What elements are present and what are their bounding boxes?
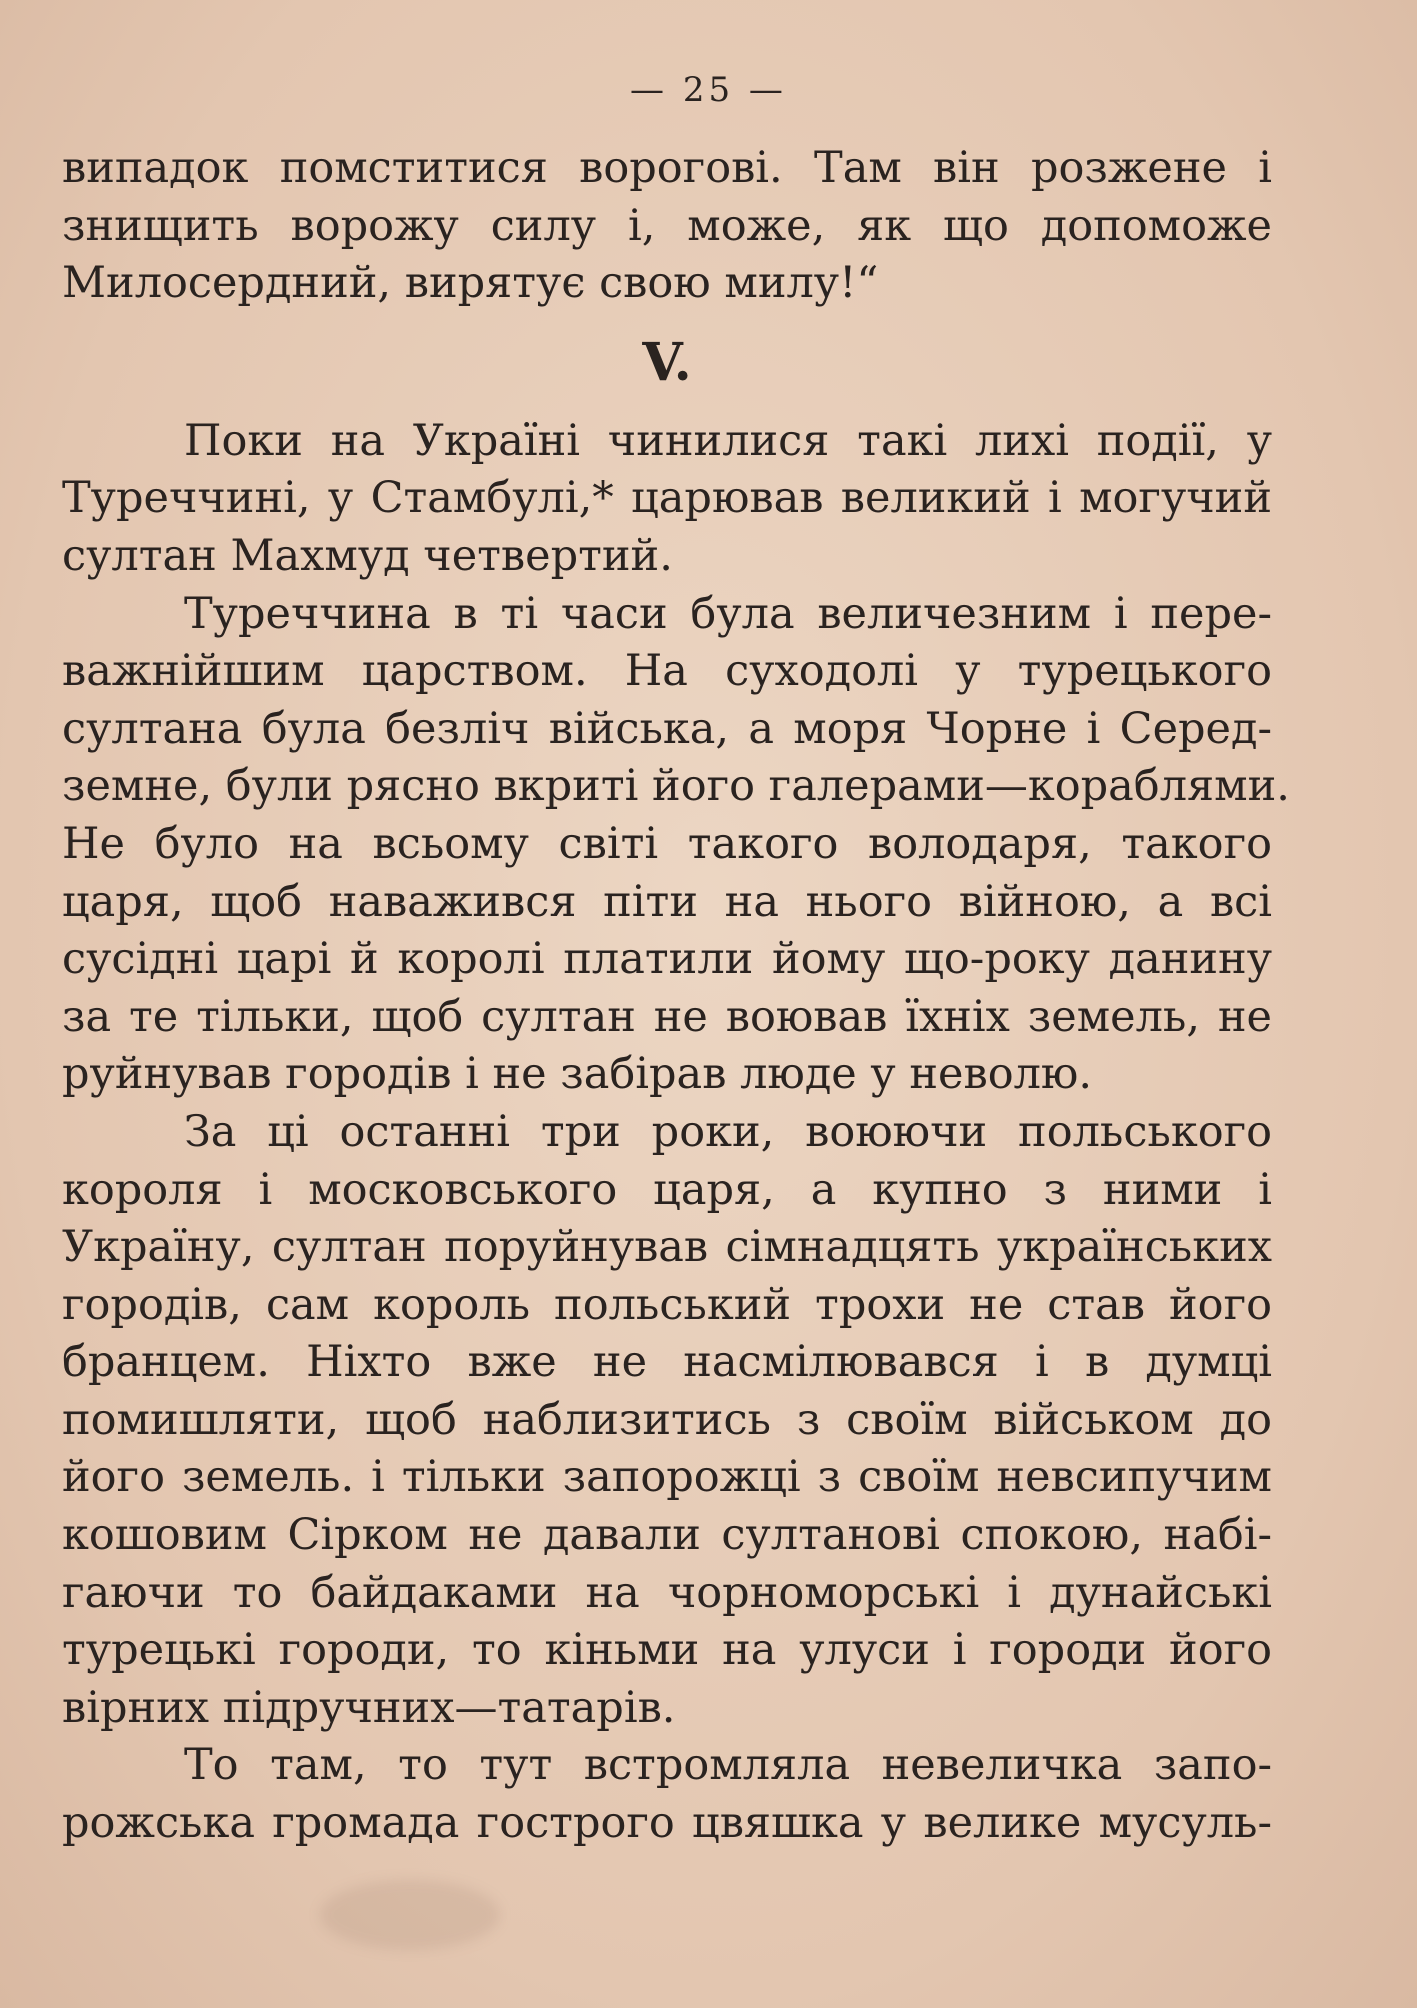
text-line: рожська громада гострого цвяшка у велике мусуль- bbox=[62, 1798, 1272, 1849]
text-line: земне, були рясно вкриті його галерами—кораблями. bbox=[62, 761, 1290, 812]
text-line: султана була безліч війська, а моря Чорне і Серед- bbox=[62, 703, 1272, 754]
text-line: То там, то тут встромляла невеличка запо- bbox=[184, 1740, 1272, 1791]
chapter-heading: V. bbox=[642, 331, 692, 393]
text-line: важнійшим царством. На суходолі у турецького bbox=[62, 646, 1272, 697]
text-line: Не було на всьому світі такого володаря, такого bbox=[62, 818, 1272, 869]
text-line: городів, сам король польський трохи не став його bbox=[62, 1279, 1272, 1330]
paper-stain bbox=[320, 1880, 500, 1950]
text-line: Поки на Україні чинилися такі лихі події, у bbox=[184, 415, 1272, 466]
text-line: Туреччина в ті часи була величезним і пере- bbox=[184, 588, 1272, 639]
text-line: султан Махмуд четвертий. bbox=[62, 530, 673, 581]
text-line: випадок помститися ворогові. Там він розжене і bbox=[62, 143, 1272, 193]
text-line: знищить ворожу силу і, може, як що допоможе bbox=[62, 200, 1272, 251]
text-line: За ці останні три роки, воюючи польського bbox=[184, 1106, 1272, 1157]
text-line: кошовим Сірком не давали султанові спокою, набі- bbox=[62, 1510, 1272, 1561]
text-line: турецькі городи, то кіньми на улуси і городи його bbox=[62, 1625, 1272, 1676]
text-line: Україну, султан поруйнував сімнадцять українських bbox=[62, 1222, 1272, 1273]
text-line: помишляти, щоб наблизитись з своїм військом до bbox=[62, 1394, 1272, 1445]
text-line: короля і московського царя, а купно з ними і bbox=[62, 1164, 1272, 1215]
text-line: Туреччині, у Стамбулі,* царював великий і могучий bbox=[62, 473, 1272, 524]
page-text bbox=[62, 140, 1290, 1853]
text-line: вірних підручних—татарів. bbox=[62, 1682, 676, 1733]
page-number: — 25 — bbox=[630, 70, 787, 110]
text-line: Милосердний, вирятує свою милу!“ bbox=[62, 258, 879, 309]
text-line: за те тільки, щоб султан не воював їхніх земель, не bbox=[62, 991, 1272, 1042]
text-line: сусідні царі й королі платили йому що-року данину bbox=[62, 934, 1272, 985]
text-line: гаючи то байдаками на чорноморські і дунайські bbox=[62, 1567, 1272, 1618]
text-line: руйнував городів і не забірав люде у неволю. bbox=[62, 1049, 1093, 1100]
text-line: його земель. і тільки запорожці з своїм невсипучим bbox=[62, 1452, 1272, 1503]
text-line: бранцем. Ніхто вже не насмілювався і в думці bbox=[62, 1337, 1272, 1388]
text-line: царя, щоб наважився піти на нього війною, а всі bbox=[62, 876, 1272, 927]
